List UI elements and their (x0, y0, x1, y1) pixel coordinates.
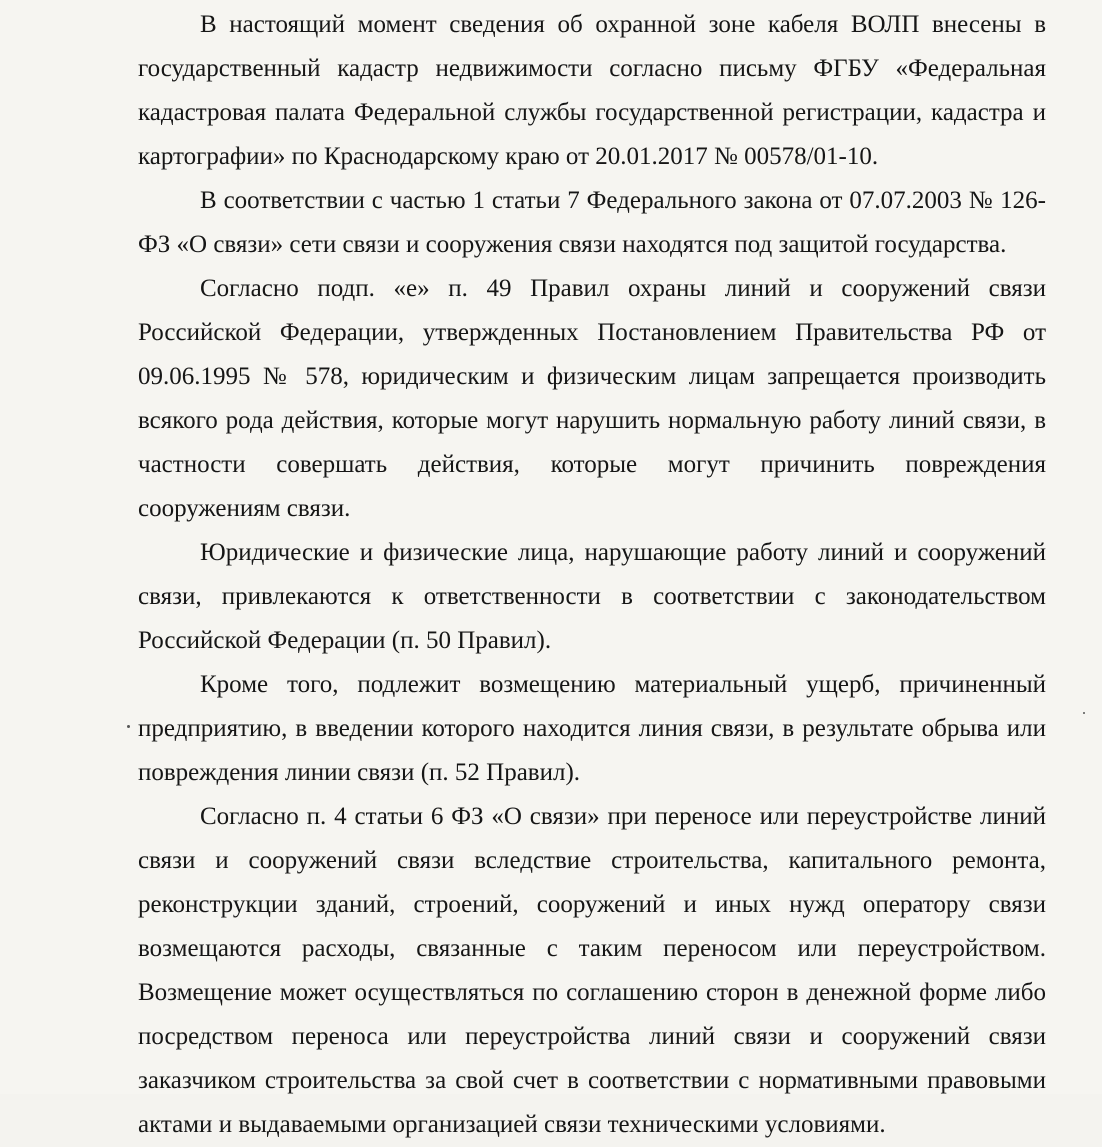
paragraph-relocation: Согласно п. 4 статьи 6 ФЗ «О связи» при переносе или переустройстве линий связи и сооружений связи вследствие строительства, капитального ремонта, реконструкции зданий, строений, сооружений и иных нужд оператору связи возмещаются расходы, связанные с таким переносом или переустройством. Возмещение может осуществляться по соглашению сторон в денежной форме либо посредством переноса или переустройства линий связи и сооружений связи заказчиком строительства за свой счет в соответствии с нормативными правовыми актами и выдаваемыми организацией связи техническими условиями. (138, 803, 1046, 1138)
scan-speck (127, 725, 130, 728)
paragraph-rules-49: Согласно подп. «е» п. 49 Правил охраны линий и сооружений связи Российской Федерации, утвержденных Постановлением Правительства РФ от 09.06.1995 № 578, юридическим и физическим лицам запрещается производить всякого рода действия, которые могут нарушить нормальную работу линий связи, в частности совершать действия, которые могут причинить повреждения сооружениям связи. (138, 275, 1046, 522)
paragraph-law-126fz: В соответствии с частью 1 статьи 7 Федерального закона от 07.07.2003 № 126-ФЗ «О связи» сети связи и сооружения связи находятся под защитой государства. (138, 187, 1046, 258)
paragraph-cadastre: В настоящий момент сведения об охранной зоне кабеля ВОЛП внесены в государственный кадастр недвижимости согласно письму ФГБУ «Федеральная кадастровая палата Федеральной службы государственной регистрации, кадастра и картографии» по Краснодарскому краю от 20.01.2017 № 00578/01-10. (138, 11, 1046, 170)
paragraph-damages: Кроме того, подлежит возмещению материальный ущерб, причиненный предприятию, в введении которого находится линия связи, в результате обрыва или повреждения линии связи (п. 52 Правил). (138, 671, 1046, 786)
paragraph-liability: Юридические и физические лица, нарушающие работу линий и сооружений связи, привлекаются к ответственности в соответствии с законодательством Российской Федерации (п. 50 Правил). (138, 539, 1046, 654)
scan-speck (1083, 712, 1085, 714)
